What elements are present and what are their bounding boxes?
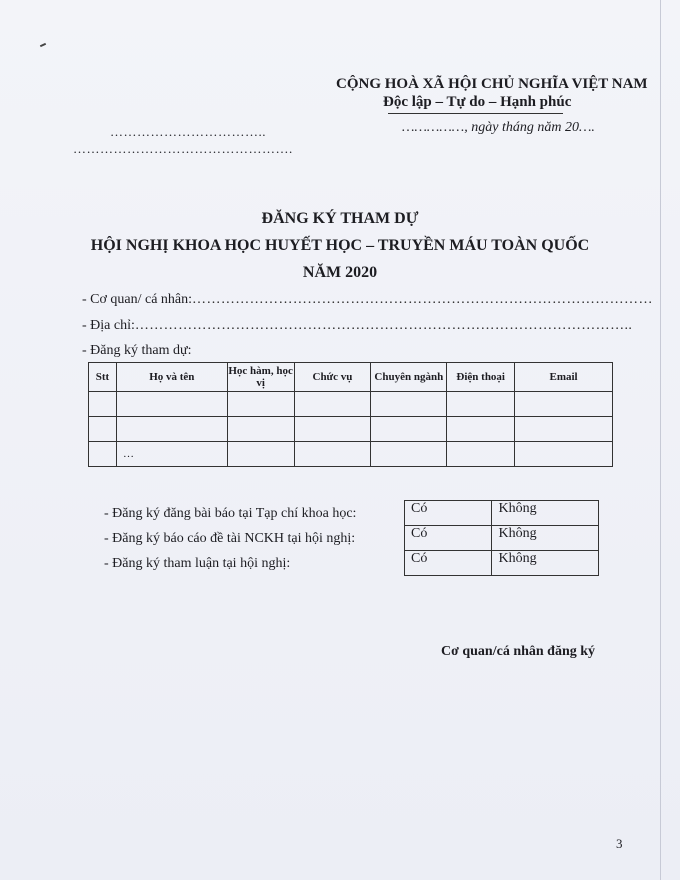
table-cell[interactable] (447, 392, 515, 417)
motto-underline (388, 113, 563, 114)
table-cell[interactable] (227, 417, 294, 442)
option-row-report (405, 526, 599, 551)
table-row (89, 417, 613, 442)
option-row-discussion (405, 551, 599, 576)
table-cell[interactable] (371, 392, 447, 417)
table-cell[interactable] (89, 442, 117, 467)
table-cell[interactable] (294, 417, 371, 442)
option-no-cell[interactable]: Không (492, 551, 599, 576)
organization-unit-line: …………………………………………. (73, 141, 293, 156)
organization-name-line: …………………………….. (110, 124, 266, 139)
table-cell[interactable] (294, 442, 371, 467)
option-yes-cell[interactable]: Có (405, 526, 492, 551)
options-table (404, 500, 599, 576)
scan-mark (40, 43, 46, 47)
column-header-degree: Học hàm, học vị (227, 363, 294, 392)
option-yes-cell[interactable]: Có (405, 551, 492, 576)
table-cell[interactable]: … (116, 442, 227, 467)
table-cell[interactable] (447, 417, 515, 442)
table-cell[interactable] (515, 442, 613, 467)
table-cell[interactable] (371, 417, 447, 442)
option-no-cell[interactable]: Không (492, 501, 599, 526)
attendee-table (88, 362, 613, 467)
table-cell[interactable] (89, 392, 117, 417)
table-cell[interactable] (116, 417, 227, 442)
option-no-cell[interactable]: Không (492, 526, 599, 551)
motto: Độc lập – Tự do – Hạnh phúc (383, 94, 572, 110)
column-header-email: Email (515, 363, 613, 392)
table-row (89, 392, 613, 417)
table-cell[interactable] (447, 442, 515, 467)
conference-title: HỘI NGHỊ KHOA HỌC HUYẾT HỌC – TRUYỀN MÁU TOÀN QUỐC (90, 237, 590, 254)
conference-year: NĂM 2020 (302, 264, 378, 281)
address-field (82, 318, 632, 334)
address-fill-line[interactable]: ………………………………………………………………………………………….. (134, 318, 633, 333)
column-header-phone: Điện thoại (447, 363, 515, 392)
table-cell[interactable] (89, 417, 117, 442)
table-cell[interactable] (116, 392, 227, 417)
column-header-specialty: Chuyên ngành (371, 363, 447, 392)
option-row-journal (405, 501, 599, 526)
table-cell[interactable] (227, 392, 294, 417)
signature-label: Cơ quan/cá nhân đăng ký (441, 644, 596, 659)
address-label: - Địa chỉ: (82, 318, 135, 333)
organization-fill-line[interactable]: …………………………………………………………………………………… (192, 292, 653, 307)
option-label-report: - Đăng ký báo cáo đề tài NCKH tại hội nghị: (104, 531, 356, 546)
table-cell[interactable] (515, 417, 613, 442)
table-cell[interactable] (371, 442, 447, 467)
table-cell[interactable] (515, 392, 613, 417)
column-header-name: Họ và tên (116, 363, 227, 392)
page-number: 3 (616, 836, 623, 851)
form-title: ĐĂNG KÝ THAM DỰ (261, 210, 419, 227)
column-header-stt: Stt (89, 363, 117, 392)
column-header-position: Chức vụ (294, 363, 371, 392)
option-label-discussion: - Đăng ký tham luận tại hội nghị: (104, 556, 291, 571)
page-edge-divider (660, 0, 661, 880)
nation-title: CỘNG HOÀ XÃ HỘI CHỦ NGHĨA VIỆT NAM (336, 76, 648, 92)
table-cell[interactable] (294, 392, 371, 417)
organization-label: - Cơ quan/ cá nhân: (82, 292, 193, 307)
table-header-row (89, 363, 613, 392)
date-line: ……………, ngày tháng năm 20…. (402, 120, 595, 135)
table-cell[interactable] (227, 442, 294, 467)
organization-field (82, 292, 653, 308)
register-attendance-label: - Đăng ký tham dự: (82, 343, 192, 358)
option-label-journal: - Đăng ký đăng bài báo tại Tạp chí khoa học: (104, 506, 357, 521)
table-row (89, 442, 613, 467)
option-yes-cell[interactable]: Có (405, 501, 492, 526)
